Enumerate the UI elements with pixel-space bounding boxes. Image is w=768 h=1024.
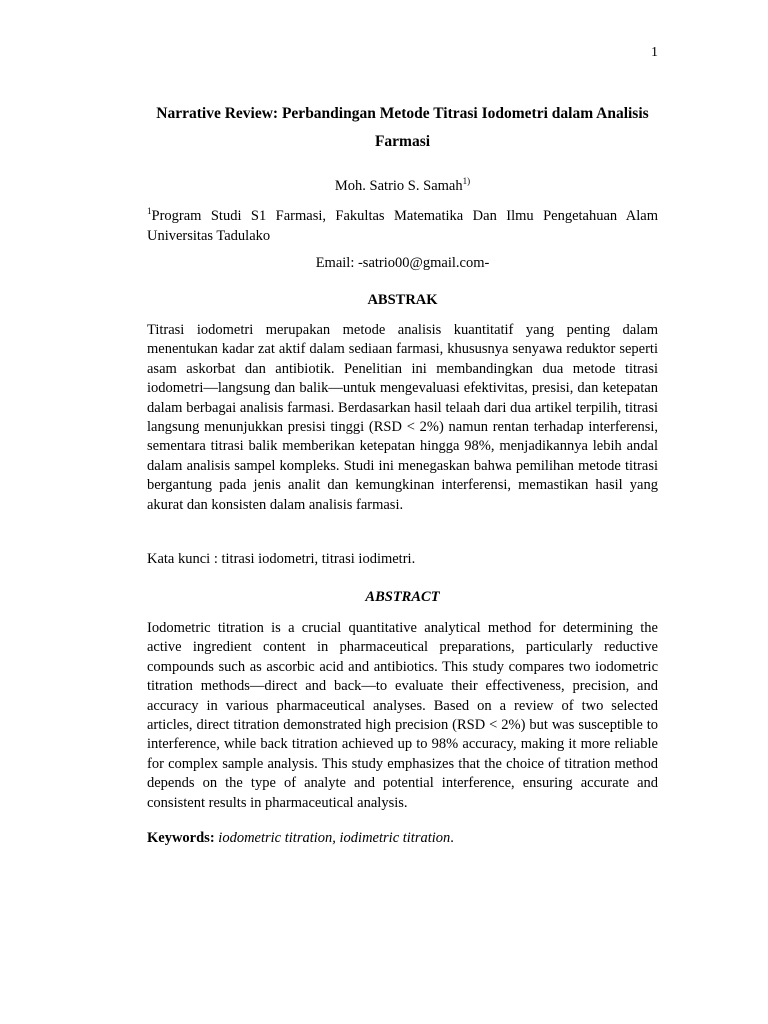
author-affiliation-marker: 1) [462, 176, 471, 186]
affiliation-marker: 1 [147, 206, 152, 216]
keywords-terms: iodometric titration, iodimetric titration [218, 830, 451, 846]
affiliation [147, 206, 658, 246]
abstrak-heading: ABSTRAK [367, 292, 438, 308]
author-name: Moh. Satrio S. Samah [334, 178, 463, 194]
kata-kunci: Kata kunci : titrasi iodometri, titrasi iodimetri. [147, 551, 416, 567]
affiliation-text: Program Studi S1 Farmasi, Fakultas Matematika Dan Ilmu Pengetahuan Alam Universitas Tadulako [147, 208, 658, 244]
keywords-end: . [450, 830, 454, 846]
abstract-heading: ABSTRACT [365, 589, 440, 605]
author-line [147, 176, 658, 196]
page-number: 1 [651, 45, 658, 60]
keywords-label: Keywords: [147, 830, 215, 846]
author-email: Email: -satrio00@gmail.com- [315, 255, 490, 271]
abstract-body: Iodometric titration is a crucial quantitative analytical method for determining the active ingredient content in pharmaceutical preparations, particularly reductive compounds such as ascorbic acid and antibiotics. This study compares two iodometric titration methods—direct and back—to evaluate their effectiveness, precision, and accuracy in various pharmaceutical analyses. Based on a review of two selected articles, direct titration demonstrated high precision (RSD < 2%) but was susceptible to interference, while back titration achieved up to 98% accuracy, making it more reliable for complex sample analysis. This study emphasizes that the choice of titration method depends on the type of analyte and potential interference, ensuring accurate and consistent results in pharmaceutical analysis. [147, 620, 658, 811]
keywords-line [147, 829, 658, 848]
abstrak-body: Titrasi iodometri merupakan metode analisis kuantitatif yang penting dalam menentukan kadar zat aktif dalam sediaan farmasi, khususnya senyawa reduktor seperti asam askorbat dan antibiotik. Penelitian ini membandingkan dua metode titrasi iodometri—langsung dan balik—untuk mengevaluasi efektivitas, presisi, dan ketepatan dalam berbagai analisis farmasi. Berdasarkan hasil telaah dari dua artikel terpilih, titrasi langsung menunjukkan presisi tinggi (RSD < 2%) namun rentan terhadap interferensi, sementara titrasi balik memberikan ketepatan hingga 98%, menjadikannya lebih andal dalam analisis sampel kompleks. Studi ini menegaskan bahwa pemilihan metode titrasi bergantung pada jenis analit dan kemungkinan interferensi, memastikan hasil yang akurat dan konsisten dalam analisis farmasi. [147, 322, 658, 513]
paper-title: Narrative Review: Perbandingan Metode Titrasi Iodometri dalam Analisis Farmasi [156, 105, 649, 150]
